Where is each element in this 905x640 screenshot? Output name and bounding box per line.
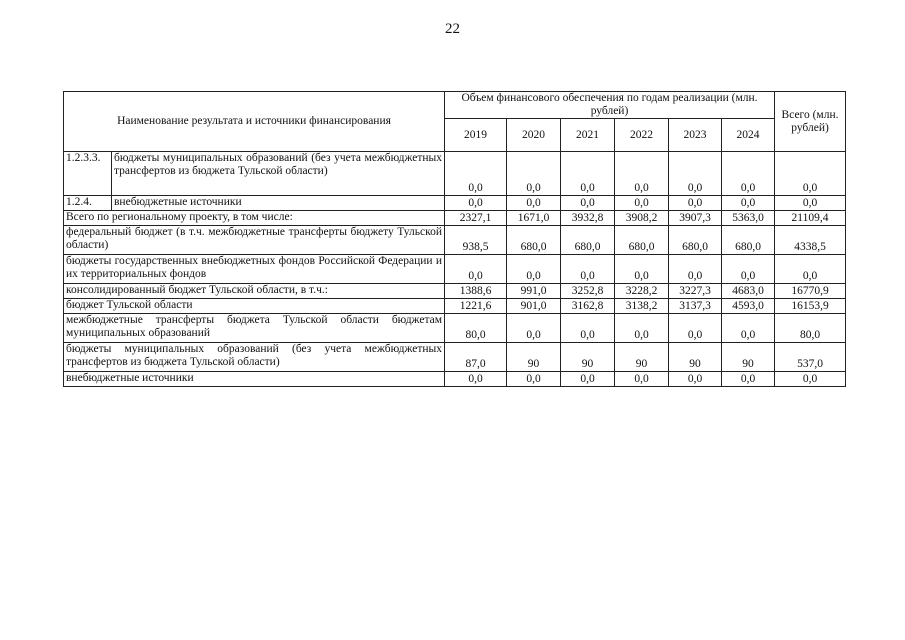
value-cell: 1671,0 [507,211,561,226]
value-cell: 0,0 [445,196,507,211]
row-label: внебюджетные источники [64,372,445,387]
row-label: внебюджетные источники [112,196,445,211]
row-label: бюджет Тульской области [64,299,445,314]
total-cell: 16770,9 [775,284,846,299]
value-cell: 90 [561,343,615,372]
table-row [64,299,846,314]
row-label: межбюджетные трансферты бюджета Тульской области бюджетам муниципальных образований [64,314,445,343]
row-label: бюджеты муниципальных образований (без учета межбюджетных трансфертов из бюджета Тульской области) [64,343,445,372]
table-row [64,152,846,196]
value-cell: 0,0 [722,152,775,196]
value-cell: 0,0 [615,196,669,211]
value-cell: 80,0 [445,314,507,343]
value-cell: 1221,6 [445,299,507,314]
table-row [64,255,846,284]
value-cell: 0,0 [561,196,615,211]
header-total-column: Всего (млн. рублей) [775,92,846,152]
value-cell: 0,0 [507,314,561,343]
value-cell: 3227,3 [669,284,722,299]
header-year: 2020 [507,119,561,152]
value-cell: 0,0 [507,372,561,387]
value-cell: 680,0 [722,226,775,255]
value-cell: 0,0 [615,255,669,284]
value-cell: 0,0 [722,372,775,387]
value-cell: 0,0 [445,152,507,196]
row-label: Всего по региональному проекту, в том числе: [64,211,445,226]
header-year: 2019 [445,119,507,152]
value-cell: 0,0 [615,314,669,343]
table-row [64,314,846,343]
total-cell: 537,0 [775,343,846,372]
value-cell: 90 [615,343,669,372]
value-cell: 2327,1 [445,211,507,226]
value-cell: 4683,0 [722,284,775,299]
value-cell: 0,0 [507,255,561,284]
table-row [64,211,846,226]
table-row [64,372,846,387]
value-cell: 90 [669,343,722,372]
value-cell: 87,0 [445,343,507,372]
value-cell: 680,0 [669,226,722,255]
value-cell: 90 [507,343,561,372]
value-cell: 0,0 [507,196,561,211]
value-cell: 90 [722,343,775,372]
header-year: 2022 [615,119,669,152]
value-cell: 938,5 [445,226,507,255]
header-name-column: Наименование результата и источники финансирования [64,92,445,152]
table-row [64,196,846,211]
table-row [64,284,846,299]
header-year: 2023 [669,119,722,152]
value-cell: 5363,0 [722,211,775,226]
value-cell: 3252,8 [561,284,615,299]
value-cell: 3162,8 [561,299,615,314]
value-cell: 0,0 [669,255,722,284]
value-cell: 0,0 [669,372,722,387]
value-cell: 680,0 [615,226,669,255]
table-row [64,226,846,255]
total-cell: 80,0 [775,314,846,343]
header-year: 2024 [722,119,775,152]
page-number: 22 [445,21,460,37]
total-cell: 0,0 [775,255,846,284]
row-label: федеральный бюджет (в т.ч. межбюджетные трансферты бюджету Тульской области) [64,226,445,255]
value-cell: 0,0 [669,152,722,196]
value-cell: 0,0 [669,196,722,211]
header-volume-column: Объем финансового обеспечения по годам реализации (млн. рублей) [445,92,775,119]
value-cell: 1388,6 [445,284,507,299]
value-cell: 0,0 [722,314,775,343]
value-cell: 3138,2 [615,299,669,314]
value-cell: 3932,8 [561,211,615,226]
financing-table [63,91,846,387]
value-cell: 0,0 [615,372,669,387]
total-cell: 4338,5 [775,226,846,255]
row-label: консолидированный бюджет Тульской области, в т.ч.: [64,284,445,299]
total-cell: 0,0 [775,152,846,196]
value-cell: 0,0 [507,152,561,196]
value-cell: 4593,0 [722,299,775,314]
value-cell: 0,0 [445,255,507,284]
row-label: бюджеты муниципальных образований (без учета межбюджетных трансфертов из бюджета Тульской области) [112,152,445,196]
value-cell: 991,0 [507,284,561,299]
value-cell: 0,0 [722,255,775,284]
total-cell: 0,0 [775,372,846,387]
value-cell: 680,0 [561,226,615,255]
value-cell: 3228,2 [615,284,669,299]
value-cell: 0,0 [561,255,615,284]
total-cell: 16153,9 [775,299,846,314]
row-code: 1.2.4. [64,196,112,211]
value-cell: 901,0 [507,299,561,314]
value-cell: 0,0 [615,152,669,196]
value-cell: 0,0 [722,196,775,211]
row-label: бюджеты государственных внебюджетных фондов Российской Федерации и их территориальных фондов [64,255,445,284]
table-row [64,343,846,372]
value-cell: 3908,2 [615,211,669,226]
total-cell: 21109,4 [775,211,846,226]
value-cell: 0,0 [669,314,722,343]
total-cell: 0,0 [775,196,846,211]
value-cell: 3137,3 [669,299,722,314]
value-cell: 0,0 [445,372,507,387]
header-year: 2021 [561,119,615,152]
value-cell: 3907,3 [669,211,722,226]
value-cell: 0,0 [561,372,615,387]
value-cell: 0,0 [561,152,615,196]
row-code: 1.2.3.3. [64,152,112,196]
value-cell: 680,0 [507,226,561,255]
value-cell: 0,0 [561,314,615,343]
